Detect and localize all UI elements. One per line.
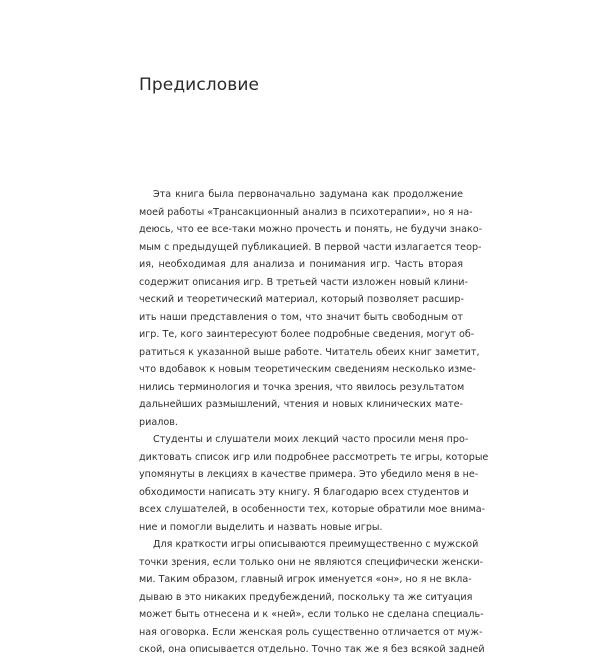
text-line: ратиться к указанной выше работе. Читатель обеих книг заметит, <box>139 346 480 358</box>
text-line: обходимости написать эту книгу. Я благодарю всех студентов и <box>139 486 469 498</box>
text-line: нились терминология и точка зрения, что явилось результатом <box>139 381 465 393</box>
text-line: Эта книга была первоначально задумана как продолжение <box>153 189 463 200</box>
text-line: ской, она описывается отдельно. Точно так же я без всякой задней <box>139 644 485 655</box>
text-line: мым с предыдущей публикацией. В первой части излагается теор- <box>139 241 482 253</box>
text-line: ми. Таким образом, главный игрок именуется «он», но я не вкла- <box>139 574 472 585</box>
text-line: ческий и теоретический материал, который позволяет расшир- <box>139 294 464 305</box>
text-line: всех слушателей, в особенности тех, которые обратили мое внима- <box>139 504 486 515</box>
text-line: ить наши представления о том, что значит быть свободным от <box>139 311 463 323</box>
text-line: Для краткости игры описываются преимущественно с мужской <box>153 539 479 550</box>
text-line: ние и помогли выделить и назвать новые игры. <box>139 521 383 533</box>
text-line: упомянуты в лекциях в качестве примера. Это убедило меня в не- <box>139 469 479 480</box>
text-line: риалов. <box>139 416 178 428</box>
text-line: Студенты и слушатели моих лекций часто просили меня про- <box>153 434 469 445</box>
text-line: дываю в это никаких предубеждений, поскольку та же ситуация <box>139 591 473 603</box>
text-line: что вдобавок к новым теоретическим сведениям несколько изме- <box>139 364 476 375</box>
body-text <box>139 186 489 659</box>
page-title: Предисловие <box>139 75 260 95</box>
text-line: диктовать список игр или подробнее рассмотреть те игры, которые <box>139 451 489 463</box>
text-line: игр. Те, кого заинтересуют более подробные сведения, могут об- <box>139 329 475 340</box>
text-line: моей работы «Трансакционный анализ в психотерапии», но я на- <box>139 206 473 218</box>
text-line: ия, необходимая для анализа и понимания игр. Часть вторая <box>139 259 463 270</box>
text-line: ная оговорка. Если женская роль существенно отличается от муж- <box>139 626 483 638</box>
paragraph <box>139 431 489 536</box>
text-line: может быть отнесена и к «ней», если только не сделана специаль- <box>139 609 484 620</box>
text-line: деюсь, что ее все-таки можно прочесть и понять, не будучи знако- <box>139 224 483 235</box>
paragraph <box>139 536 485 659</box>
paragraph <box>139 186 483 431</box>
text-line: содержит описания игр. В третьей части изложен новый клини- <box>139 276 468 288</box>
text-line: точки зрения, если только они не являются специфически женски- <box>139 556 484 568</box>
text-line: дальнейших размышлений, чтения и новых клинических мате- <box>139 399 463 410</box>
